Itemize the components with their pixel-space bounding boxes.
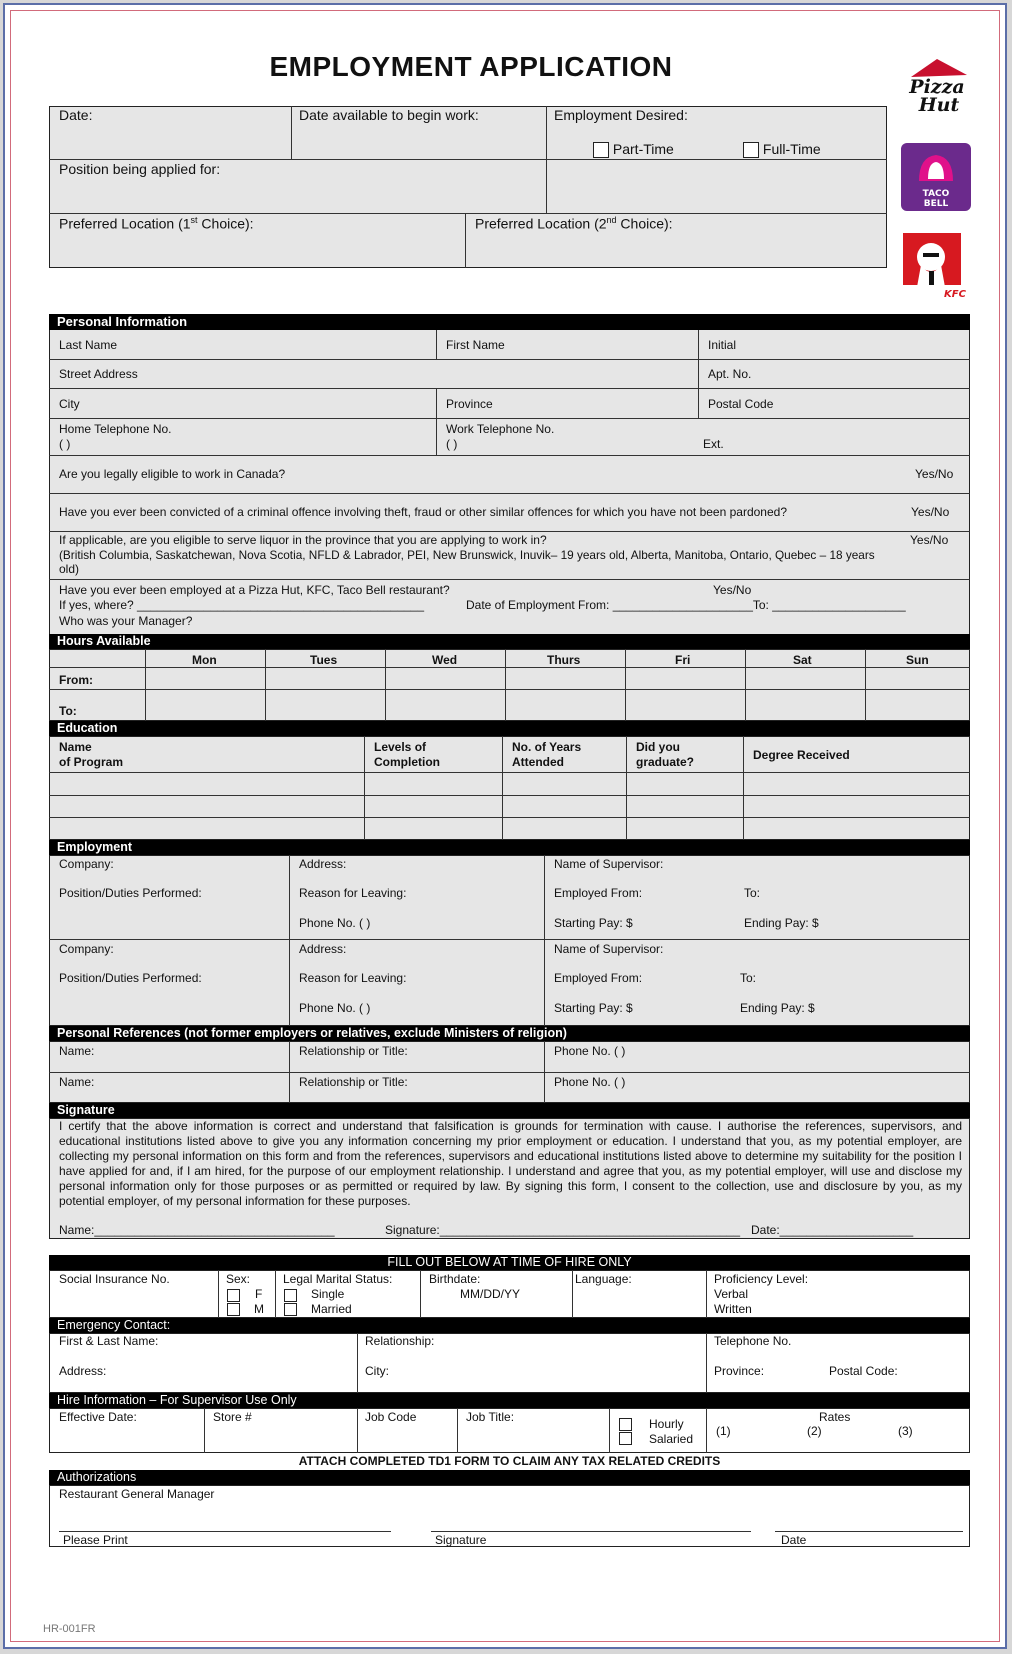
form-page xyxy=(10,10,1000,1642)
street-address-label: Street Address xyxy=(59,367,138,381)
rate-3-label: (3) xyxy=(898,1424,913,1438)
convicted-yesno: Yes/No xyxy=(911,505,950,519)
position-label: Position being applied for: xyxy=(59,161,221,177)
day-thurs: Thurs xyxy=(547,653,581,667)
employer1-ending-pay: Ending Pay: $ xyxy=(744,916,819,930)
edu-col-degree: Degree Received xyxy=(753,748,850,762)
job-code-label: Job Code xyxy=(365,1410,417,1424)
date-available-label: Date available to begin work: xyxy=(299,107,479,123)
employer2-employed-from: Employed From: xyxy=(554,971,643,985)
language-label: Language: xyxy=(575,1272,632,1286)
employer1-to: To: xyxy=(744,886,761,900)
signature-date-line: Date:____________________ xyxy=(751,1223,914,1237)
employer1-phone: Phone No. ( ) xyxy=(299,916,371,930)
emergency-city-label: City: xyxy=(365,1364,389,1378)
rate-1-label: (1) xyxy=(716,1424,731,1438)
employer1-reason: Reason for Leaving: xyxy=(299,886,407,900)
full-time-option[interactable]: Full-Time xyxy=(743,141,821,158)
svg-text:Pizza: Pizza xyxy=(909,76,965,98)
reference1-relationship: Relationship or Title: xyxy=(299,1044,408,1058)
job-title-label: Job Title: xyxy=(466,1410,515,1424)
liquor-provinces-cont: old) xyxy=(59,562,80,576)
marital-label: Legal Marital Status: xyxy=(283,1272,393,1286)
employer1-employed-from: Employed From: xyxy=(554,886,643,900)
employer2-duties: Position/Duties Performed: xyxy=(59,971,202,985)
day-fri: Fri xyxy=(675,653,691,667)
birthdate-format: MM/DD/YY xyxy=(460,1287,520,1301)
sex-m-label: M xyxy=(254,1302,264,1316)
edu-col-levels: Levels of Completion xyxy=(374,740,440,769)
rgm-label: Restaurant General Manager xyxy=(59,1487,215,1501)
preferred-location-1-label: Preferred Location (1st Choice): xyxy=(59,215,254,232)
emergency-postal-label: Postal Code: xyxy=(829,1364,898,1378)
effective-date-label: Effective Date: xyxy=(59,1410,137,1424)
emergency-province-label: Province: xyxy=(714,1364,765,1378)
store-label: Store # xyxy=(213,1410,252,1424)
employment-header: Employment xyxy=(49,840,970,855)
reference2-name: Name: xyxy=(59,1075,95,1089)
liquor-provinces: (British Columbia, Saskatchewan, Nova Scotia, NFLD & Labrador, PEI, New Brunswick, Inuvik– 19 years old, Alberta, Manitoba, Ontario, Quebec – 18 years xyxy=(59,548,875,562)
auth-date-label: Date xyxy=(781,1533,807,1547)
supervisor-header: Hire Information – For Supervisor Use Only xyxy=(49,1393,970,1408)
signature-header: Signature xyxy=(49,1103,970,1118)
reference1-name: Name: xyxy=(59,1044,95,1058)
employer2-reason: Reason for Leaving: xyxy=(299,971,407,985)
last-name-label: Last Name xyxy=(59,338,118,352)
personal-info-header: Personal Information xyxy=(49,314,970,330)
postal-code-label: Postal Code xyxy=(708,397,774,411)
employer1-starting-pay: Starting Pay: $ xyxy=(554,916,633,930)
employer2-address: Address: xyxy=(299,942,347,956)
emergency-table xyxy=(49,1333,970,1393)
please-print-label: Please Print xyxy=(63,1533,128,1547)
form-title: EMPLOYMENT APPLICATION xyxy=(269,51,673,82)
day-sun: Sun xyxy=(906,653,929,667)
reference2-phone: Phone No. ( ) xyxy=(554,1075,626,1089)
apt-no-label: Apt. No. xyxy=(708,367,752,381)
employer1-supervisor: Name of Supervisor: xyxy=(554,857,664,871)
liquor-yesno: Yes/No xyxy=(910,533,949,547)
authorizations-header: Authorizations xyxy=(49,1470,970,1485)
full-time-checkbox[interactable] xyxy=(743,142,759,158)
home-telephone-label: Home Telephone No. xyxy=(59,422,172,436)
hours-header: Hours Available xyxy=(49,634,970,649)
proficiency-label: Proficiency Level: xyxy=(714,1272,809,1286)
reference2-relationship: Relationship or Title: xyxy=(299,1075,408,1089)
work-telephone-label: Work Telephone No. xyxy=(446,422,555,436)
initial-label: Initial xyxy=(708,338,737,352)
if-yes-where: If yes, where? ___________________________________________ xyxy=(59,598,425,612)
references-header: Personal References (not former employers or relatives, exclude Ministers of religion) xyxy=(49,1026,970,1041)
salaried-label: Salaried xyxy=(649,1432,694,1446)
page-border xyxy=(3,3,1007,1649)
day-sat: Sat xyxy=(793,653,812,667)
signature-sig-line: Signature:_____________________________________________ xyxy=(385,1223,741,1237)
sex-m-checkbox[interactable] xyxy=(227,1303,240,1316)
employment-desired-label: Employment Desired: xyxy=(554,107,688,123)
pizza-hut-logo xyxy=(903,55,973,121)
employer2-supervisor: Name of Supervisor: xyxy=(554,942,664,956)
relationship-label: Relationship: xyxy=(365,1334,435,1348)
hourly-checkbox[interactable] xyxy=(619,1418,632,1431)
employer2-phone: Phone No. ( ) xyxy=(299,1001,371,1015)
telephone-label: Telephone No. xyxy=(714,1334,792,1348)
eligible-question: Are you legally eligible to work in Canada? xyxy=(59,467,286,481)
manager-question: Who was your Manager? xyxy=(59,614,193,628)
edu-col-program: Name of Program xyxy=(59,740,124,769)
signature-name-line: Name:____________________________________ xyxy=(59,1223,335,1237)
svg-text:BELL: BELL xyxy=(923,199,949,209)
employer1-duties: Position/Duties Performed: xyxy=(59,886,202,900)
verbal-label: Verbal xyxy=(714,1287,749,1301)
hours-from-label: From: xyxy=(59,673,93,687)
date-label: Date: xyxy=(59,107,93,123)
employer2-company: Company: xyxy=(59,942,114,956)
part-time-checkbox[interactable] xyxy=(593,142,609,158)
home-telephone-parens: ( ) xyxy=(59,437,71,451)
eligible-yesno: Yes/No xyxy=(915,467,954,481)
sex-f-checkbox[interactable] xyxy=(227,1289,240,1302)
convicted-question: Have you ever been convicted of a criminal offence involving theft, fraud or other similar offences for which you have not been pardoned? xyxy=(59,505,787,519)
preferred-location-2-label: Preferred Location (2nd Choice): xyxy=(475,215,673,232)
day-mon: Mon xyxy=(192,653,217,667)
written-label: Written xyxy=(714,1302,752,1316)
hire-header: FILL OUT BELOW AT TIME OF HIRE ONLY xyxy=(49,1255,970,1270)
emergency-address-label: Address: xyxy=(59,1364,107,1378)
hourly-label: Hourly xyxy=(649,1417,684,1431)
hours-table xyxy=(49,649,970,721)
sex-f-label: F xyxy=(255,1287,263,1301)
liquor-question: If applicable, are you eligible to serve liquor in the province that you are applying to work in? xyxy=(59,533,547,547)
first-last-name-label: First & Last Name: xyxy=(59,1334,159,1348)
edu-col-years: No. of Years Attended xyxy=(512,740,582,769)
certification-text: I certify that the above information is correct and understand that falsification is grounds for termination with cause. I authorise the references, supervisors, and educational institutions listed above to give you any information concerning my prior employment or education. I understand that you, as my potential employer, are collecting my personal information on this form and from the references, supervisors and educational institutions listed above to determine my suitability for the position I have applied for and, if I am hired, for the purpose of our employment relationship. I understand and agree that you, as my potential employer, will use and disclose my personal information only for those purposes or as permitted or required by law. By signing this form, I consent to the collection, use and disclosure by you, as my potential employer, of my personal information for these purposes. xyxy=(59,1119,962,1208)
birthdate-label: Birthdate: xyxy=(429,1272,481,1286)
married-label: Married xyxy=(311,1302,352,1316)
td1-notice: ATTACH COMPLETED TD1 FORM TO CLAIM ANY TAX RELATED CREDITS xyxy=(298,1454,721,1468)
employed-before-yesno: Yes/No xyxy=(713,583,752,597)
emergency-header: Emergency Contact: xyxy=(49,1318,970,1333)
reference1-phone: Phone No. ( ) xyxy=(554,1044,626,1058)
day-wed: Wed xyxy=(432,653,458,667)
employed-before-question: Have you ever been employed at a Pizza Hut, KFC, Taco Bell restaurant? xyxy=(59,583,450,597)
city-label: City xyxy=(59,397,80,411)
top-info-box xyxy=(49,106,887,268)
first-name-label: First Name xyxy=(446,338,505,352)
sex-label: Sex: xyxy=(226,1272,251,1286)
employer1-address: Address: xyxy=(299,857,347,871)
date-of-employment: Date of Employment From: _____________________To: ____________________ xyxy=(466,598,906,612)
salaried-checkbox[interactable] xyxy=(619,1432,632,1445)
kfc-logo xyxy=(901,231,967,303)
svg-text:TACO: TACO xyxy=(922,189,950,199)
ext-label: Ext. xyxy=(703,437,724,451)
employer2-to: To: xyxy=(740,971,757,985)
married-checkbox[interactable] xyxy=(284,1303,297,1316)
employment-table xyxy=(49,855,970,1026)
province-label: Province xyxy=(446,397,493,411)
employer2-starting-pay: Starting Pay: $ xyxy=(554,1001,633,1015)
svg-text:KFC: KFC xyxy=(944,289,966,300)
rates-label: Rates xyxy=(819,1410,851,1424)
rate-2-label: (2) xyxy=(807,1424,822,1438)
single-checkbox[interactable] xyxy=(284,1289,297,1302)
education-header: Education xyxy=(49,721,970,736)
work-telephone-parens: ( ) xyxy=(446,437,458,451)
svg-text:Hut: Hut xyxy=(918,94,960,116)
day-tues: Tues xyxy=(310,653,338,667)
edu-col-graduate: Did you graduate? xyxy=(636,740,695,769)
hours-to-label: To: xyxy=(59,704,77,718)
sin-label: Social Insurance No. xyxy=(59,1272,170,1286)
auth-signature-label: Signature xyxy=(435,1533,487,1547)
form-code: HR-001FR xyxy=(43,1623,96,1635)
part-time-option[interactable]: Part-Time xyxy=(593,141,674,158)
employer2-ending-pay: Ending Pay: $ xyxy=(740,1001,815,1015)
single-label: Single xyxy=(311,1287,345,1301)
taco-bell-logo xyxy=(901,143,971,211)
employer1-company: Company: xyxy=(59,857,114,871)
